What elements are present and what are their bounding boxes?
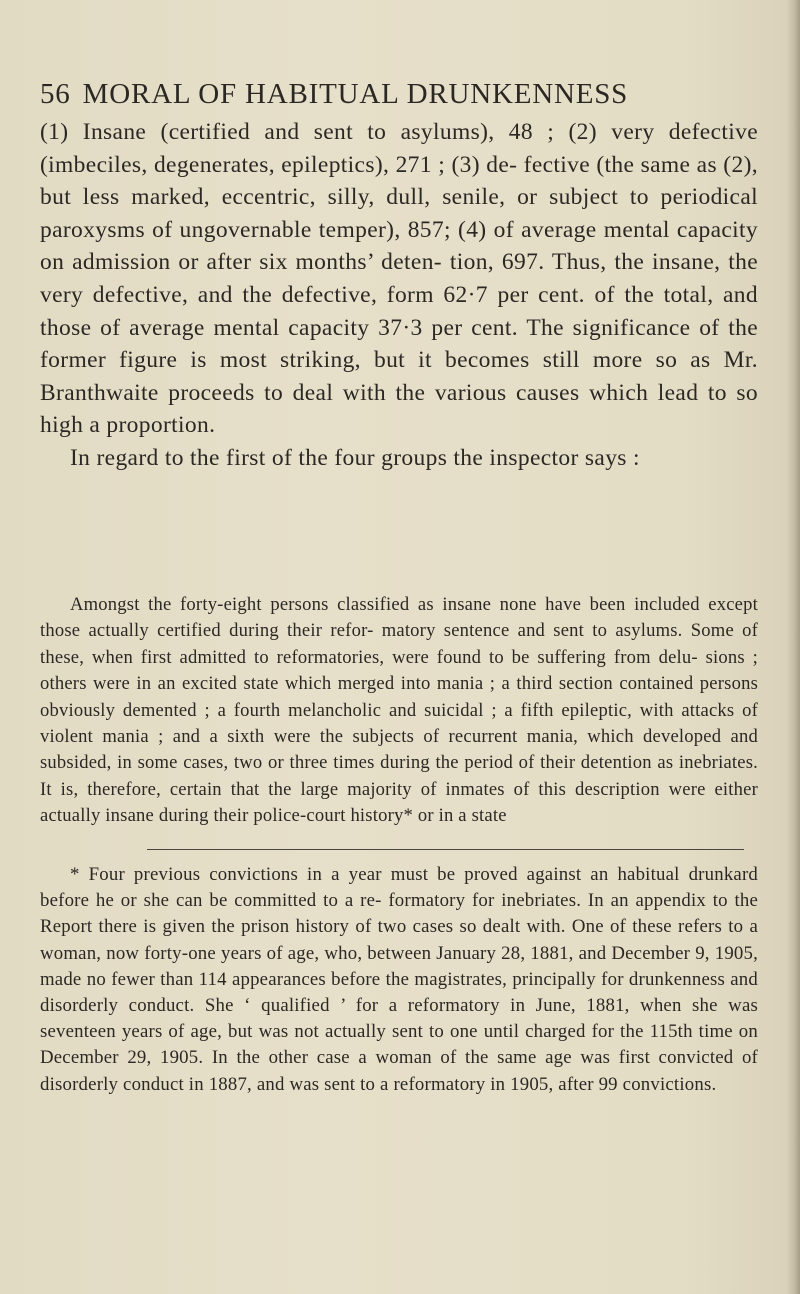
footnote: * Four previous convictions in a year must be proved against an habitual drunkard before he or she can be committed to a re- formatory for inebriates. In an appendix to the Report there is given the prison history of two cases so dealt with. One of these refers to a woman, now forty-one years of age, who, between January 28, 1881, and December 9, 1905, made no fewer than 114 appearances before the magistrates, principally for drunkenness and disorderly conduct. She ‘ qualified ’ for a reformatory in June, 1881, when she was seventeen years of age, but was not actually sent to one until charged for the 115th time on December 29, 1905. In the other case a woman of the same age was first convicted of disorderly conduct in 1887, and was sent to a reformatory in 1905, after 99 convictions. xyxy=(40,864,758,1095)
page-edge-shadow xyxy=(786,0,800,1294)
running-header xyxy=(40,76,760,112)
running-title: MORAL OF HABITUAL DRUNKENNESS xyxy=(82,78,629,110)
block-quote: Amongst the forty-eight persons classified as insane none have been included except those actually certified during their refor- matory sentence and sent to asylums. Some of these, when first admitted to reformatories, were found to be suffering from delu- sions ; others were in an excited state which merged into mania ; a third section contained persons obviously demented ; a fourth melancholic and suicidal ; a fifth epileptic, with attacks of violent mania ; and a sixth were the subjects of recurrent mania, which developed and subsided, in some cases, two or three times during the period of their detention as inebriates. It is, therefore, certain that the large majority of inmates of this description were either actually insane during their police-court history* or in a state xyxy=(40,594,758,827)
paragraph-2: In regard to the first of the four groups the inspector says : xyxy=(70,444,640,471)
main-text xyxy=(40,116,758,475)
page-number: 56 xyxy=(40,78,71,110)
footnote-rule xyxy=(147,849,744,850)
paragraph-1: (1) Insane (certified and sent to asylums), 48 ; (2) very defective (imbeciles, degenerates, epileptics), 271 ; (3) de- fective (the same as (2), but less marked, eccentric, silly, dull, senile, or subject to periodical paroxysms of ungovernable temper), 857; (4) of average mental capacity on admission or after six months’ deten- tion, 697. Thus, the insane, the very defective, and the defective, form 62·7 per cent. of the total, and those of average mental capacity 37·3 per cent. The significance of the former figure is most striking, but it becomes still more so as Mr. Branthwaite proceeds to deal with the various causes which lead to so high a proportion. xyxy=(40,119,758,439)
